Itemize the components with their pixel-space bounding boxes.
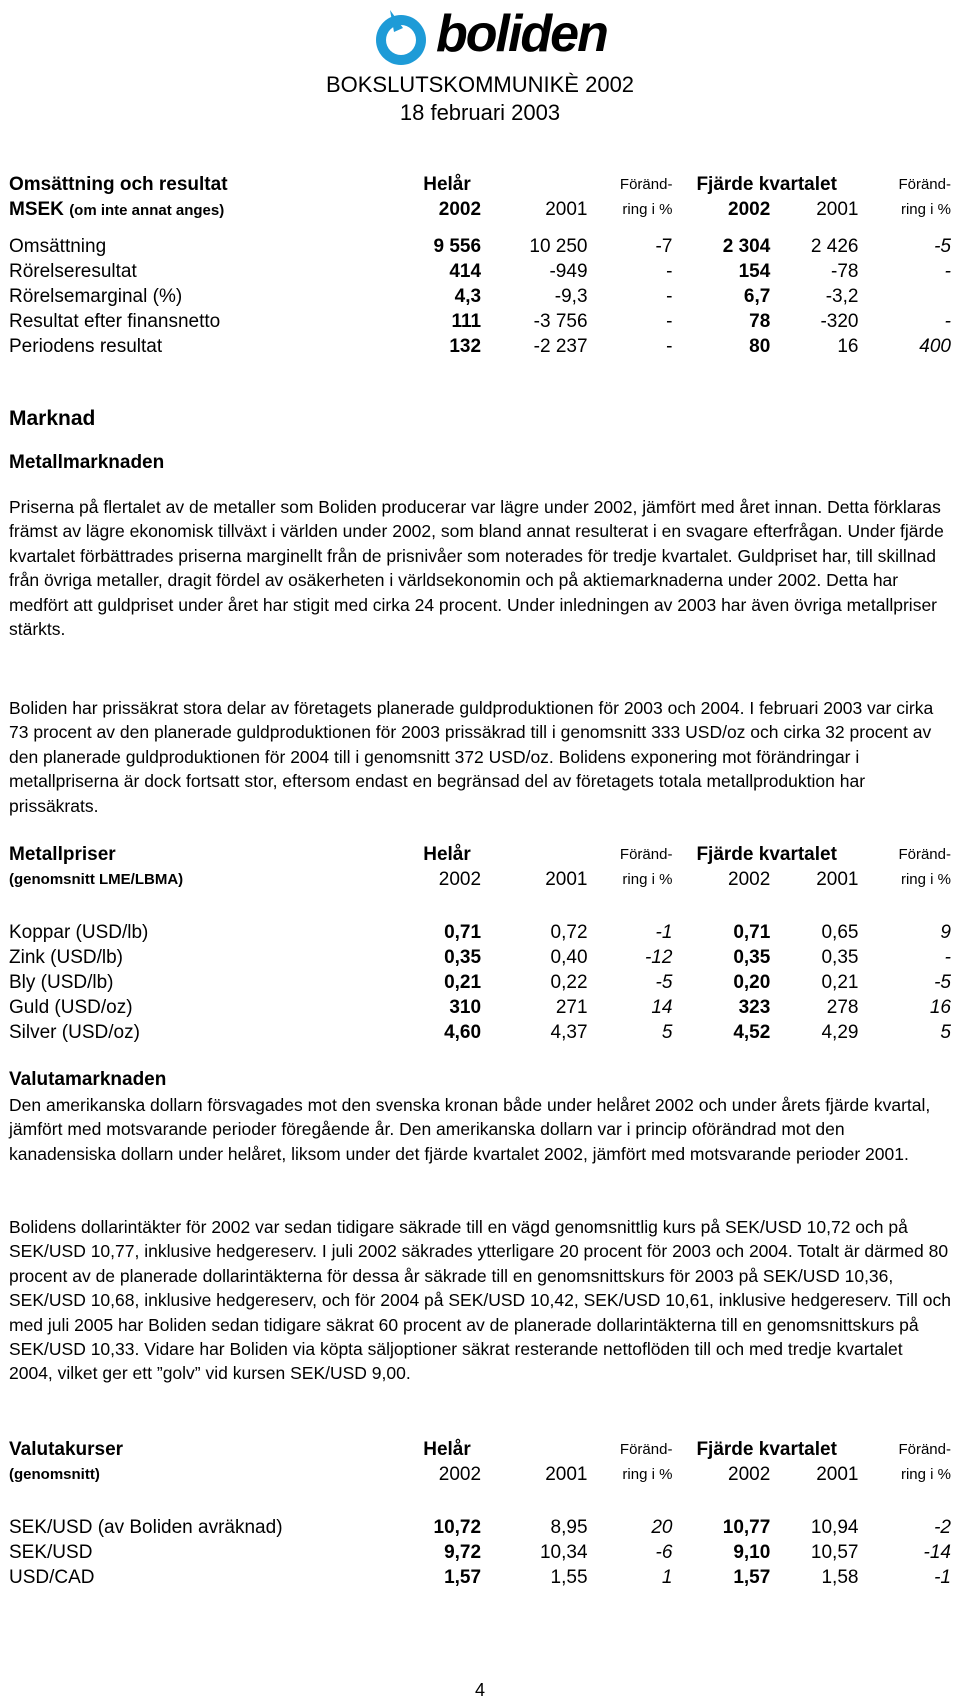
col-group-year: Helår bbox=[423, 173, 471, 195]
page-number: 4 bbox=[474, 1680, 485, 1700]
col-year: 2001 bbox=[816, 198, 859, 220]
paragraph: Boliden har prissäkrat stora delar av företagets planerade guldproduktionen för 2003 och 2004. I februari 2003 var cirka 73 procent av den planerade guldproduktionen för 2003 prissäkrad till i genomsnitt 333 USD/oz och cirka 32 procent av den planerade guldproduktionen för 2004 till i genomsnitt 372 USD/oz. Bolidens exponering mot förändringar i metallpriserna är dock fortsatt stor, eftersom endast en begränsad del av företagets totala metallproduktion har prissäkrats. bbox=[9, 698, 934, 816]
report-date: 18 februari 2003 bbox=[399, 100, 561, 125]
boliden-logo-icon bbox=[370, 6, 432, 68]
unit-note: (om inte annat anges) bbox=[69, 201, 225, 219]
col-group-q4: Fjärde kvartalet bbox=[696, 173, 837, 195]
col-change: ring i % bbox=[622, 201, 673, 218]
table-header-row bbox=[9, 197, 951, 222]
paragraph: Priserna på flertalet av de metaller som Boliden producerar var lägre under 2002, jämfört med året innan. Detta förklaras främst av lägre ekonomisk tillväxt i världen under 2002, som bland annat resulterat i en svagare efterfrågan. Under fjärde kvartalet förbättrades priserna marginellt från de prisnivåer som noterades för tredje kvartalet. Guldpriset har, till skillnad från övriga metaller, dragit fördel av osäkerheten i världsekonomin och på aktiemarknaderna under 2002. Detta har medfört att guldpriset under året har stigit med cirka 24 procent. Under inledningen av 2003 har även övriga metallpriser stärkts. bbox=[9, 497, 944, 640]
col-year: 2002 bbox=[438, 1463, 482, 1485]
table-header-row bbox=[9, 172, 951, 197]
col-year: 2001 bbox=[816, 1463, 859, 1485]
table-row: SEK/USD 9,72 10,34 -6 9,10 10,57 -14 bbox=[9, 1541, 951, 1563]
table-row: SEK/USD (av Boliden avräknad) 10,72 8,95 20 10,77 10,94 -2 bbox=[9, 1516, 951, 1538]
exchange-rates-table bbox=[9, 1437, 951, 1590]
table-header-row bbox=[9, 1462, 951, 1487]
col-change-label: Föränd- bbox=[898, 176, 951, 193]
table-row: USD/CAD 1,57 1,55 1 1,57 1,58 -1 bbox=[9, 1566, 951, 1588]
col-change-label: Föränd- bbox=[619, 846, 673, 863]
table-row: Silver (USD/oz) 4,60 4,37 5 4,52 4,29 5 bbox=[9, 1021, 951, 1043]
col-change: ring i % bbox=[900, 871, 951, 888]
col-year: 2002 bbox=[728, 868, 771, 890]
table-header-row bbox=[9, 842, 951, 867]
table-title: Omsättning och resultat bbox=[9, 173, 228, 195]
table-row: Omsättning 9 556 10 250 -7 2 304 2 426 -5 bbox=[9, 235, 951, 257]
table-row: Rörelseresultat 414 -949 - 154 -78 - bbox=[9, 260, 951, 282]
col-change: ring i % bbox=[622, 1466, 673, 1483]
table-title: Valutakurser bbox=[9, 1438, 124, 1460]
col-year: 2002 bbox=[438, 868, 482, 890]
col-change-label: Föränd- bbox=[898, 846, 951, 863]
subheading-metal-market: Metallmarknaden bbox=[9, 452, 165, 473]
col-change: ring i % bbox=[900, 1466, 951, 1483]
table-row: Zink (USD/lb) 0,35 0,40 -12 0,35 0,35 - bbox=[9, 946, 951, 968]
boliden-logo bbox=[370, 5, 607, 68]
col-change: ring i % bbox=[622, 871, 673, 888]
col-year: 2002 bbox=[728, 198, 771, 220]
table-title: Metallpriser bbox=[9, 843, 116, 865]
table-row: Bly (USD/lb) 0,21 0,22 -5 0,20 0,21 -5 bbox=[9, 971, 951, 993]
subheading-currency-market: Valutamarknaden bbox=[9, 1069, 167, 1090]
col-group-year: Helår bbox=[423, 843, 471, 865]
col-group-year: Helår bbox=[423, 1438, 471, 1460]
metal-prices-table bbox=[9, 842, 951, 1045]
paragraph: Den amerikanska dollarn försvagades mot den svenska kronan både under helåret 2002 och under årets fjärde kvartal, jämfört med motsvarande perioder föregående år. Den amerikanska dollarn var i princip oförändrad mot den kanadensiska dollarn under helåret, liksom under det fjärde kvartalet 2002, jämfört med motsvarande perioder 2001. bbox=[9, 1095, 931, 1164]
table-header-row bbox=[9, 1437, 951, 1462]
section-heading-market: Marknad bbox=[9, 407, 96, 430]
col-group-q4: Fjärde kvartalet bbox=[696, 843, 837, 865]
paragraph: Bolidens dollarintäkter för 2002 var sedan tidigare säkrade till en vägd genomsnittlig kurs på SEK/USD 10,72 och på SEK/USD 10,77, inklusive hedgereserv. I juli 2002 säkrades ytterligare 20 procent för 2003 och 2004. Totalt är därmed 80 procent av de planerade dollarintäkterna för dessa år säkrade till en genomsnittskurs för 2003 på SEK/USD 10,36, SEK/USD 10,68, inklusive hedgereserv, och för 2004 på SEK/USD 10,42, SEK/USD 10,61, inklusive hedgereserv. Till och med juli 2005 har Boliden sedan tidigare säkrat 60 procent av de planerade dollarintäkterna till en genomsnittskurs på SEK/USD 10,33. Vidare har Boliden via köpta säljoptioner säkrat resterande nettoflöden till och med tredje kvartalet 2004, vilket ger ett ”golv” vid kursen SEK/USD 9,00. bbox=[9, 1217, 951, 1384]
table-row: Koppar (USD/lb) 0,71 0,72 -1 0,71 0,65 9 bbox=[9, 921, 951, 943]
results-table bbox=[9, 172, 951, 359]
table-row: Periodens resultat 132 -2 237 - 80 16 400 bbox=[9, 335, 951, 357]
col-year: 2001 bbox=[545, 868, 588, 890]
table-row: Resultat efter finansnetto 111 -3 756 - 78 -320 - bbox=[9, 310, 951, 332]
col-year: 2002 bbox=[728, 1463, 771, 1485]
col-year: 2001 bbox=[545, 1463, 588, 1485]
col-group-q4: Fjärde kvartalet bbox=[696, 1438, 837, 1460]
brand-name: boliden bbox=[436, 5, 607, 63]
unit-label: (genomsnitt) bbox=[9, 1466, 100, 1483]
col-year: 2002 bbox=[438, 198, 482, 220]
table-row: Rörelsemarginal (%) 4,3 -9,3 - 6,7 -3,2 bbox=[9, 285, 859, 307]
unit-label: (genomsnitt LME/LBMA) bbox=[9, 871, 184, 888]
report-title: BOKSLUTSKOMMUNIKÈ 2002 bbox=[325, 72, 635, 97]
col-change-label: Föränd- bbox=[619, 176, 673, 193]
table-row: Guld (USD/oz) 310 271 14 323 278 16 bbox=[9, 996, 951, 1018]
col-year: 2001 bbox=[816, 868, 859, 890]
col-change: ring i % bbox=[900, 201, 951, 218]
unit-label: MSEK bbox=[9, 198, 64, 220]
col-change-label: Föränd- bbox=[619, 1441, 673, 1458]
col-year: 2001 bbox=[545, 198, 588, 220]
col-change-label: Föränd- bbox=[898, 1441, 951, 1458]
table-header-row bbox=[9, 867, 951, 892]
